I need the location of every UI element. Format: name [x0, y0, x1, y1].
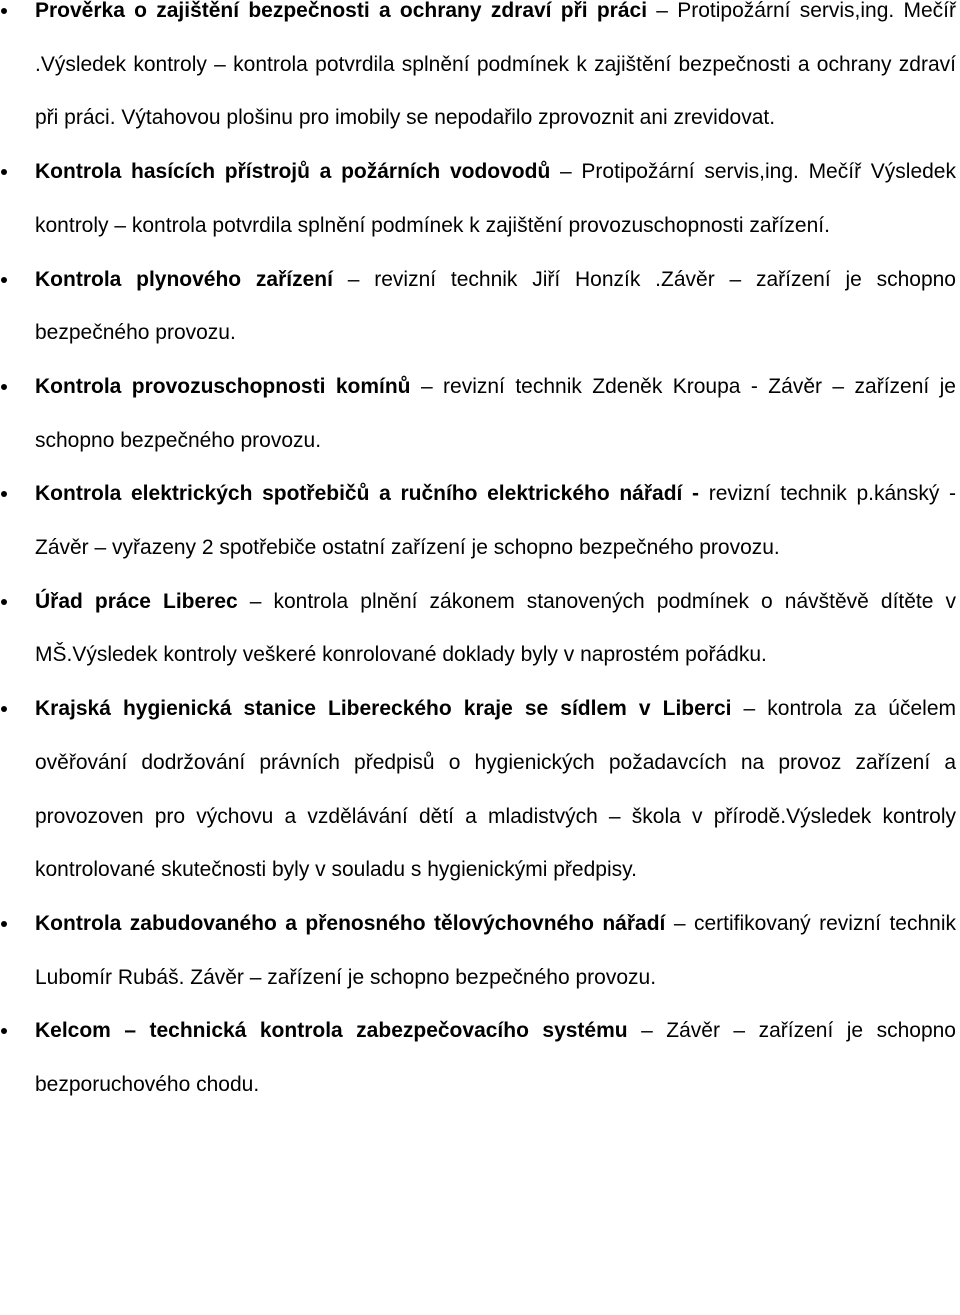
item-text: – Protipožární servis,ing. Mečíř Výsledek kontroly – kontrola potvrdila splnění podmínek k zajištění provozuschopnosti zařízení. — [35, 160, 956, 237]
item-text: revizní technik p.kánský - Závěr – vyřazeny 2 spotřebiče ostatní zařízení je schopno bezpečného provozu. — [35, 482, 956, 560]
list-item — [0, 682, 960, 897]
list-item — [0, 1004, 960, 1111]
item-heading: Kontrola plynového zařízení — [35, 267, 333, 291]
list-item — [0, 253, 960, 360]
item-heading: Kontrola zabudovaného a přenosného tělovýchovného nářadí — [35, 911, 666, 935]
list-item — [0, 145, 960, 252]
item-heading: Kontrola provozuschopnosti komínů — [35, 374, 411, 398]
list-item — [0, 467, 960, 574]
list-item — [0, 0, 960, 145]
bullet-icon — [1, 1028, 7, 1034]
bullet-icon — [1, 706, 7, 712]
list-item — [0, 897, 960, 1004]
item-heading: Prověrka o zajištění bezpečnosti a ochrany zdraví při práci — [35, 0, 648, 22]
item-text: – Protipožární servis,ing. Mečíř .Výsledek kontroly – kontrola potvrdila splnění podmínek k zajištění bezpečnosti a ochrany zdraví při práci. Výtahovou plošinu pro imobily se nepodařilo zprovoznit ani zrevidovat. — [35, 0, 956, 130]
bullet-icon — [1, 491, 7, 497]
item-heading: Kontrola elektrických spotřebičů a ručního elektrického nářadí - — [35, 482, 700, 506]
item-heading: Úřad práce Liberec — [35, 589, 238, 613]
item-heading: Krajská hygienická stanice Libereckého kraje se sídlem v Liberci — [35, 697, 732, 721]
item-text: – revizní technik Zdeněk Kroupa - Závěr – zařízení je schopno bezpečného provozu. — [35, 374, 956, 452]
list-item — [0, 575, 960, 682]
item-heading: Kelcom – technická kontrola zabezpečovacího systému — [35, 1019, 628, 1043]
bullet-icon — [1, 384, 7, 390]
bullet-icon — [1, 8, 7, 14]
bullet-icon — [1, 169, 7, 175]
item-text: – kontrola plnění zákonem stanovených podmínek o návštěvě dítěte v MŠ.Výsledek kontroly veškeré konrolované doklady byly v naprostém pořádku. — [35, 589, 956, 667]
list-item — [0, 360, 960, 467]
item-text: – certifikovaný revizní technik Lubomír Rubáš. Závěr – zařízení je schopno bezpečného provozu. — [35, 911, 956, 989]
item-text: – kontrola za účelem ověřování dodržování právních předpisů o hygienických požadavcích na provoz zařízení a provozoven pro výchovu a vzdělávání dětí a mladistvých – škola v přírodě.Výsledek kontroly kontrolované skutečnosti byly v souladu s hygienickými předpisy. — [35, 697, 956, 882]
bullet-icon — [1, 277, 7, 283]
item-text: – revizní technik Jiří Honzík .Závěr – zařízení je schopno bezpečného provozu. — [35, 267, 956, 345]
bullet-icon — [1, 599, 7, 605]
item-text: – Závěr – zařízení je schopno bezporuchového chodu. — [35, 1019, 956, 1097]
item-heading: Kontrola hasících přístrojů a požárních vodovodů — [35, 160, 551, 184]
bullet-icon — [1, 921, 7, 927]
